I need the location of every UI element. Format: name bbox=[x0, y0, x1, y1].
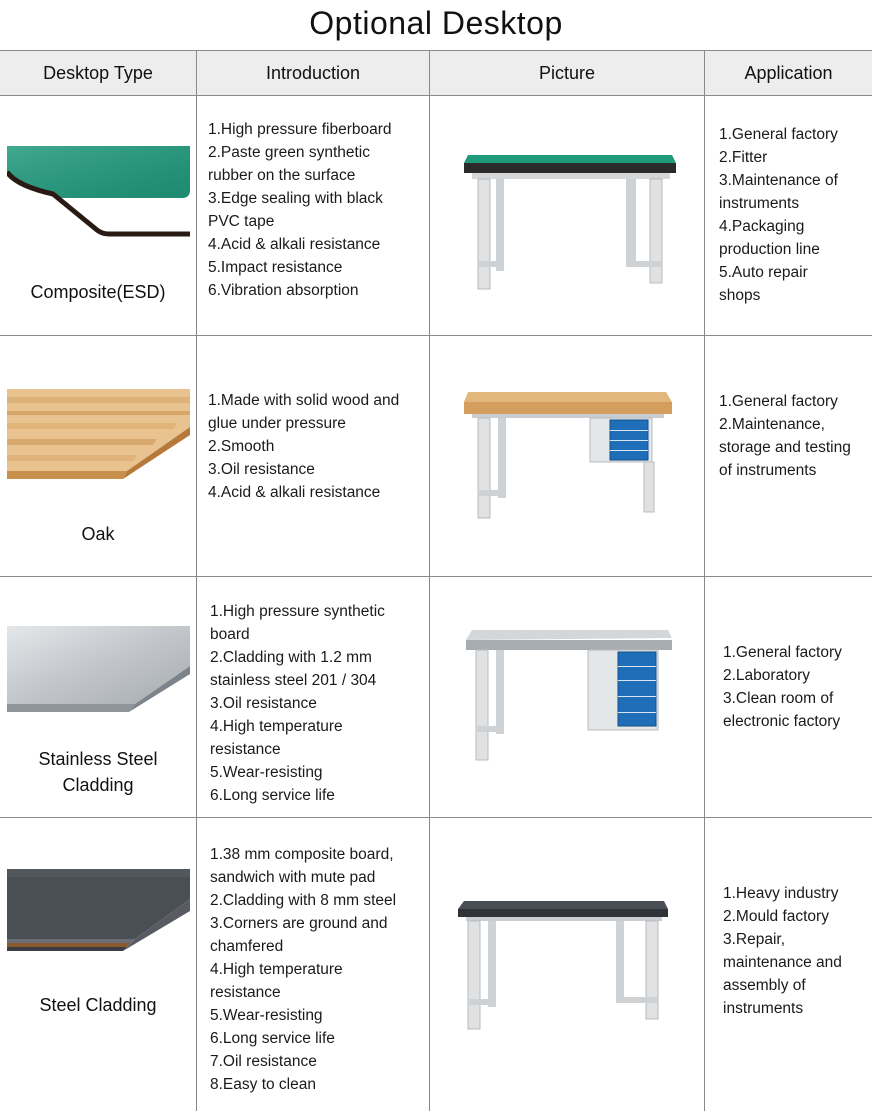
introduction-list bbox=[208, 389, 423, 504]
intro-line: 4.High temperature bbox=[210, 718, 343, 735]
desktop-table bbox=[0, 50, 872, 1111]
table-header-row bbox=[0, 51, 872, 96]
intro-line: 6.Long service life bbox=[210, 1030, 335, 1047]
intro-line: 6.Vibration absorption bbox=[208, 282, 359, 299]
intro-line: 4.High temperature bbox=[210, 961, 343, 978]
intro-line: 1.Made with solid wood and bbox=[208, 392, 400, 409]
intro-line: 8.Easy to clean bbox=[210, 1076, 316, 1093]
intro-line: chamfered bbox=[210, 938, 284, 955]
app-line: 2.Mould factory bbox=[723, 908, 829, 925]
desktop-type-label: Oak bbox=[81, 524, 115, 544]
app-line: 1.General factory bbox=[719, 393, 838, 410]
intro-line: PVC tape bbox=[208, 213, 275, 230]
intro-line: 2.Paste green synthetic bbox=[208, 144, 370, 161]
type-label-line: Stainless Steel bbox=[38, 749, 158, 769]
intro-line: 7.Oil resistance bbox=[210, 1053, 317, 1070]
app-line: instruments bbox=[723, 1000, 804, 1017]
introduction-list bbox=[210, 843, 425, 1096]
app-line: production line bbox=[719, 241, 820, 258]
intro-line: 4.Acid & alkali resistance bbox=[208, 236, 381, 253]
column-divider bbox=[704, 51, 705, 1111]
application-list bbox=[719, 123, 869, 307]
intro-line: glue under pressure bbox=[208, 415, 346, 432]
application-list bbox=[723, 882, 872, 1020]
column-divider bbox=[196, 51, 197, 1111]
steel-top-workbench-with-drawers-icon bbox=[450, 608, 685, 788]
app-line: 2.Laboratory bbox=[723, 667, 811, 684]
application-list bbox=[723, 641, 872, 733]
intro-line: 6.Long service life bbox=[210, 787, 335, 804]
intro-line: sandwich with mute pad bbox=[210, 869, 376, 886]
intro-line: 1.High pressure synthetic bbox=[210, 603, 385, 620]
app-line: 1.General factory bbox=[723, 644, 842, 661]
desktop-type-label: Composite(ESD) bbox=[30, 282, 166, 302]
app-line: maintenance and bbox=[723, 954, 842, 971]
app-line: assembly of bbox=[723, 977, 806, 994]
oak-wood-board-swatch-icon bbox=[7, 389, 190, 489]
intro-line: 2.Cladding with 1.2 mm bbox=[210, 649, 372, 666]
intro-line: 2.Smooth bbox=[208, 438, 275, 455]
intro-line: rubber on the surface bbox=[208, 167, 356, 184]
introduction-list bbox=[210, 600, 425, 807]
header-picture: Picture bbox=[538, 63, 596, 83]
table-row-stainless-steel bbox=[0, 578, 872, 818]
app-line: 1.General factory bbox=[719, 126, 838, 143]
stainless-steel-board-swatch-icon bbox=[7, 626, 190, 726]
table-row-composite bbox=[0, 96, 872, 336]
table-row-steel-cladding bbox=[0, 819, 872, 1111]
table-row-oak bbox=[0, 337, 872, 577]
app-line: 3.Repair, bbox=[723, 931, 786, 948]
application-list bbox=[719, 390, 869, 482]
app-line: instruments bbox=[719, 195, 800, 212]
intro-line: stainless steel 201 / 304 bbox=[210, 672, 377, 689]
app-line: storage and testing bbox=[719, 439, 851, 456]
intro-line: 5.Wear-resisting bbox=[210, 764, 323, 781]
desktop-type-label bbox=[0, 746, 196, 798]
intro-line: resistance bbox=[210, 984, 281, 1001]
intro-line: 5.Impact resistance bbox=[208, 259, 343, 276]
green-top-workbench-icon bbox=[450, 121, 685, 301]
header-introduction: Introduction bbox=[265, 63, 361, 83]
app-line: 3.Maintenance of bbox=[719, 172, 838, 189]
dark-steel-board-swatch-icon bbox=[7, 869, 190, 969]
app-line: 2.Maintenance, bbox=[719, 416, 825, 433]
app-line: 3.Clean room of bbox=[723, 690, 834, 707]
intro-line: 5.Wear-resisting bbox=[210, 1007, 323, 1024]
intro-line: 3.Oil resistance bbox=[210, 695, 317, 712]
app-line: 1.Heavy industry bbox=[723, 885, 839, 902]
intro-line: 3.Oil resistance bbox=[208, 461, 315, 478]
desktop-type-label: Steel Cladding bbox=[39, 995, 157, 1015]
app-line: 4.Packaging bbox=[719, 218, 805, 235]
type-label-line: Cladding bbox=[62, 775, 134, 795]
intro-line: 3.Corners are ground and bbox=[210, 915, 388, 932]
intro-line: board bbox=[210, 626, 250, 643]
intro-line: resistance bbox=[210, 741, 281, 758]
column-divider bbox=[429, 51, 430, 1111]
oak-top-workbench-with-drawers-icon bbox=[450, 372, 685, 552]
page-title: Optional Desktop bbox=[309, 5, 563, 41]
header-desktop-type: Desktop Type bbox=[43, 63, 153, 83]
intro-line: 1.High pressure fiberboard bbox=[208, 121, 392, 138]
app-line: 2.Fitter bbox=[719, 149, 768, 166]
intro-line: 1.38 mm composite board, bbox=[210, 846, 394, 863]
app-line: of instruments bbox=[719, 462, 817, 479]
app-line: electronic factory bbox=[723, 713, 841, 730]
app-line: shops bbox=[719, 287, 761, 304]
green-esd-board-swatch-icon bbox=[7, 146, 190, 246]
intro-line: 2.Cladding with 8 mm steel bbox=[210, 892, 397, 909]
intro-line: 3.Edge sealing with black bbox=[208, 190, 383, 207]
header-application: Application bbox=[744, 63, 833, 83]
app-line: 5.Auto repair bbox=[719, 264, 808, 281]
introduction-list bbox=[208, 118, 423, 302]
intro-line: 4.Acid & alkali resistance bbox=[208, 484, 381, 501]
dark-top-workbench-icon bbox=[450, 879, 685, 1059]
